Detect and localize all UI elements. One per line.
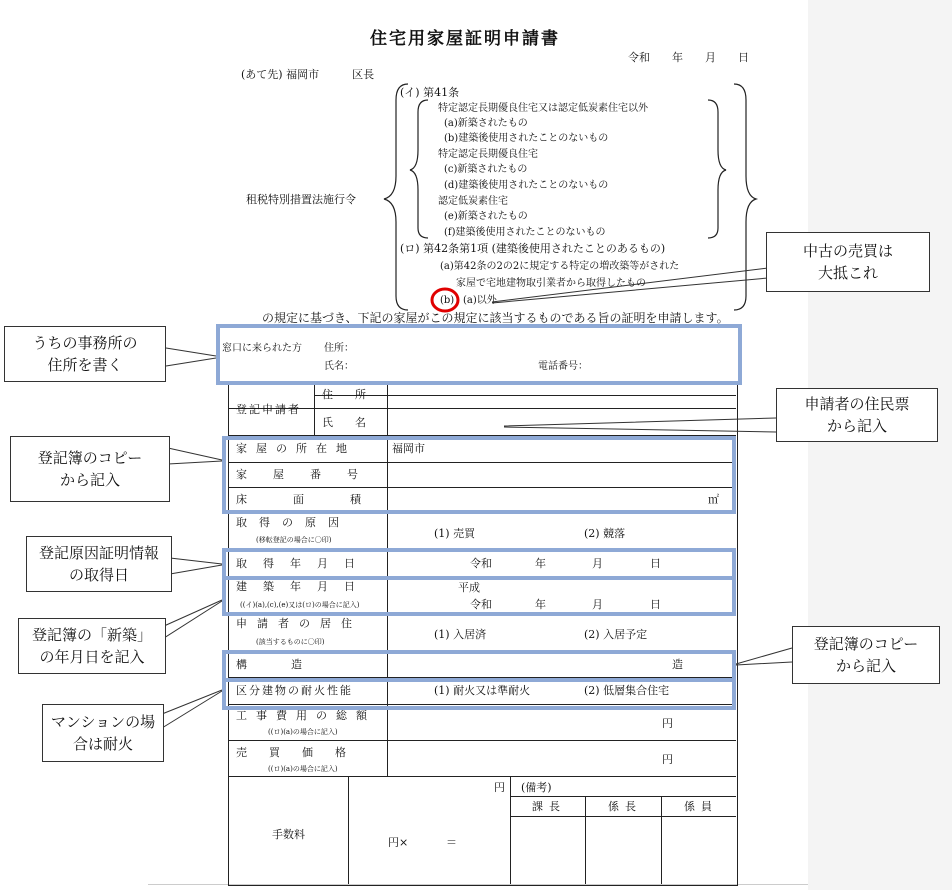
clause-a: (a)新築されたもの	[444, 118, 528, 129]
note-text: 登記原因証明情報	[38, 544, 159, 562]
house-number-label: 家屋番号	[236, 468, 384, 481]
clause-ro-a2: 家屋で宅地建物取引業者から取得したもの	[456, 278, 646, 289]
callout-pointer	[162, 690, 222, 728]
note-mansion-fireproof	[42, 704, 164, 762]
outer-brace-right	[734, 84, 756, 310]
note-text: 登記簿の「新築」	[31, 626, 152, 644]
fee-calc: 円×	[388, 836, 409, 849]
note-cause-date	[26, 536, 172, 592]
addressee: (あて先) 福岡市 区長	[241, 68, 375, 81]
highlight-built-date	[222, 576, 736, 616]
red-circle-marker	[432, 289, 458, 311]
structure-value: 造	[672, 658, 683, 671]
built-month: 月	[592, 598, 603, 611]
callout-pointer	[492, 268, 768, 303]
callout-pointer	[504, 418, 776, 432]
outer-brace-left	[384, 84, 408, 310]
callout-pointer	[166, 348, 216, 366]
note-text: 中古の売買は	[802, 242, 893, 260]
location-label: 家屋の所在地	[236, 442, 356, 455]
date-line: 令和 年 月 日	[628, 51, 749, 64]
callout-pointer	[164, 600, 222, 638]
floor-area-unit: ㎡	[708, 493, 719, 506]
highlight-property	[222, 436, 736, 514]
location-value: 福岡市	[392, 442, 425, 455]
built-year: 年	[535, 598, 546, 611]
residence-note: (該当するものに〇印)	[256, 638, 325, 646]
construction-cost-note: ((ロ)(a)の場合に記入)	[268, 728, 338, 736]
built-note: ((イ)(a),(c),(e)又は(ロ)の場合に記入)	[240, 601, 360, 609]
clause-i-head: (イ) 第41条	[400, 86, 460, 99]
clause-e: (e)新築されたもの	[444, 211, 528, 222]
applicant-name-label: 氏 名	[322, 416, 366, 429]
note-registry-copy	[10, 436, 170, 502]
visitor-phone: 電話番号：	[538, 361, 588, 372]
residence-option-2: (2) 入居予定	[584, 628, 648, 641]
sale-price-label: 売買価格	[236, 746, 368, 759]
note-text: から記入	[835, 657, 896, 675]
acq-year: 年	[535, 557, 546, 570]
clause-i-1: 特定認定長期優良住宅又は認定低炭素住宅以外	[438, 103, 648, 114]
note-text: 住所を書く	[47, 356, 123, 374]
acq-reiwa: 令和	[470, 557, 492, 570]
built-day: 日	[650, 598, 661, 611]
note-text: 合は耐火	[72, 735, 133, 753]
highlight-fire	[222, 678, 736, 710]
visitor-label: 窓口に来られた方	[222, 343, 302, 354]
clause-i-3: 認定低炭素住宅	[438, 196, 508, 207]
cause-note: (移転登記の場合に〇印)	[256, 536, 332, 544]
cause-label: 取得の原因	[236, 516, 351, 529]
kakaricho-label: 係長	[608, 800, 642, 813]
note-text: 大抵これ	[817, 264, 878, 282]
sale-price-note: ((ロ)(a)の場合に記入)	[268, 765, 338, 773]
fire-resistance-label: 区分建物の耐火性能	[236, 684, 353, 697]
residence-option-1: (1) 入居済	[434, 628, 487, 641]
inner-brace-right	[708, 100, 726, 238]
note-text: の取得日	[68, 566, 129, 584]
clause-d: (d)建築後使用されたことのないもの	[444, 180, 609, 191]
clause-i-2: 特定認定長期優良住宅	[438, 149, 538, 160]
note-used-sale	[766, 232, 930, 292]
fire-option-1: (1) 耐火又は準耐火	[434, 684, 531, 697]
callout-pointer	[170, 558, 222, 574]
note-text: マンションの場	[50, 713, 156, 731]
remarks-label: (備考)	[521, 781, 552, 794]
note-text: 登記簿のコピー	[37, 449, 143, 467]
highlight-visitor	[216, 324, 742, 385]
note-text: 申請者の住民票	[804, 395, 910, 413]
clause-ro-head: (ロ) 第42条第1項 (建築後使用されたことのあるもの)	[400, 242, 666, 255]
note-structure-registry	[792, 626, 940, 684]
clause-ro-a1: (a)第42条の2の2に規定する特定の増改築等がされた	[440, 261, 680, 272]
note-text: 登記簿のコピー	[813, 635, 919, 653]
construction-cost-label: 工事費用の総額	[236, 709, 376, 722]
kakariin-label: 係員	[684, 800, 718, 813]
clause-ro-b2: (a)以外	[463, 295, 497, 306]
cause-option-1: (1) 売買	[434, 527, 476, 540]
fee-yen: 円	[494, 781, 505, 794]
floor-area-label: 床面積	[236, 493, 407, 506]
applicant-label: 登記申請者	[236, 403, 301, 416]
kacho-label: 課長	[532, 800, 566, 813]
built-date-label: 建築年月日	[236, 580, 371, 593]
visitor-address: 住所：	[324, 343, 354, 354]
ordinance-label: 租税特別措置法施行令	[246, 193, 356, 206]
cause-option-2: (2) 競落	[584, 527, 626, 540]
note-new-build-date	[18, 618, 166, 674]
inner-brace-left	[410, 100, 428, 238]
fee-equals: ＝	[446, 836, 457, 849]
residence-label: 申請者の居住	[236, 617, 362, 630]
structure-label: 構 造	[236, 658, 302, 671]
acquisition-date-label: 取得年月日	[236, 557, 371, 570]
document-title: 住宅用家屋証明申請書	[370, 29, 560, 49]
clause-ro-b: (b)	[440, 295, 455, 306]
note-text: うちの事務所の	[32, 334, 138, 352]
note-text: の年月日を記入	[39, 648, 145, 666]
clause-b: (b)建築後使用されたことのないもの	[444, 133, 609, 144]
sale-price-yen: 円	[662, 753, 673, 766]
note-text: から記入	[826, 417, 887, 435]
fire-option-2: (2) 低層集合住宅	[584, 684, 670, 697]
clause-f: (f)建築後使用されたことのないもの	[444, 227, 606, 238]
acq-month: 月	[592, 557, 603, 570]
callout-pointer	[736, 648, 792, 665]
built-heisei: 平成	[458, 581, 480, 594]
applicant-address-label: 住 所	[322, 388, 366, 401]
clause-c: (c)新築されたもの	[444, 164, 528, 175]
note-text: から記入	[59, 471, 120, 489]
acq-day: 日	[650, 557, 661, 570]
statement: の規定に基づき、下記の家屋がこの規定に該当するものである旨の証明を申請します。	[262, 311, 729, 325]
construction-cost-yen: 円	[662, 717, 673, 730]
fee-label: 手数料	[272, 828, 305, 841]
note-office-address	[4, 326, 166, 382]
callout-pointer	[168, 448, 222, 464]
built-reiwa: 令和	[470, 598, 492, 611]
visitor-name: 氏名：	[324, 361, 354, 372]
note-resident-record	[776, 388, 938, 442]
